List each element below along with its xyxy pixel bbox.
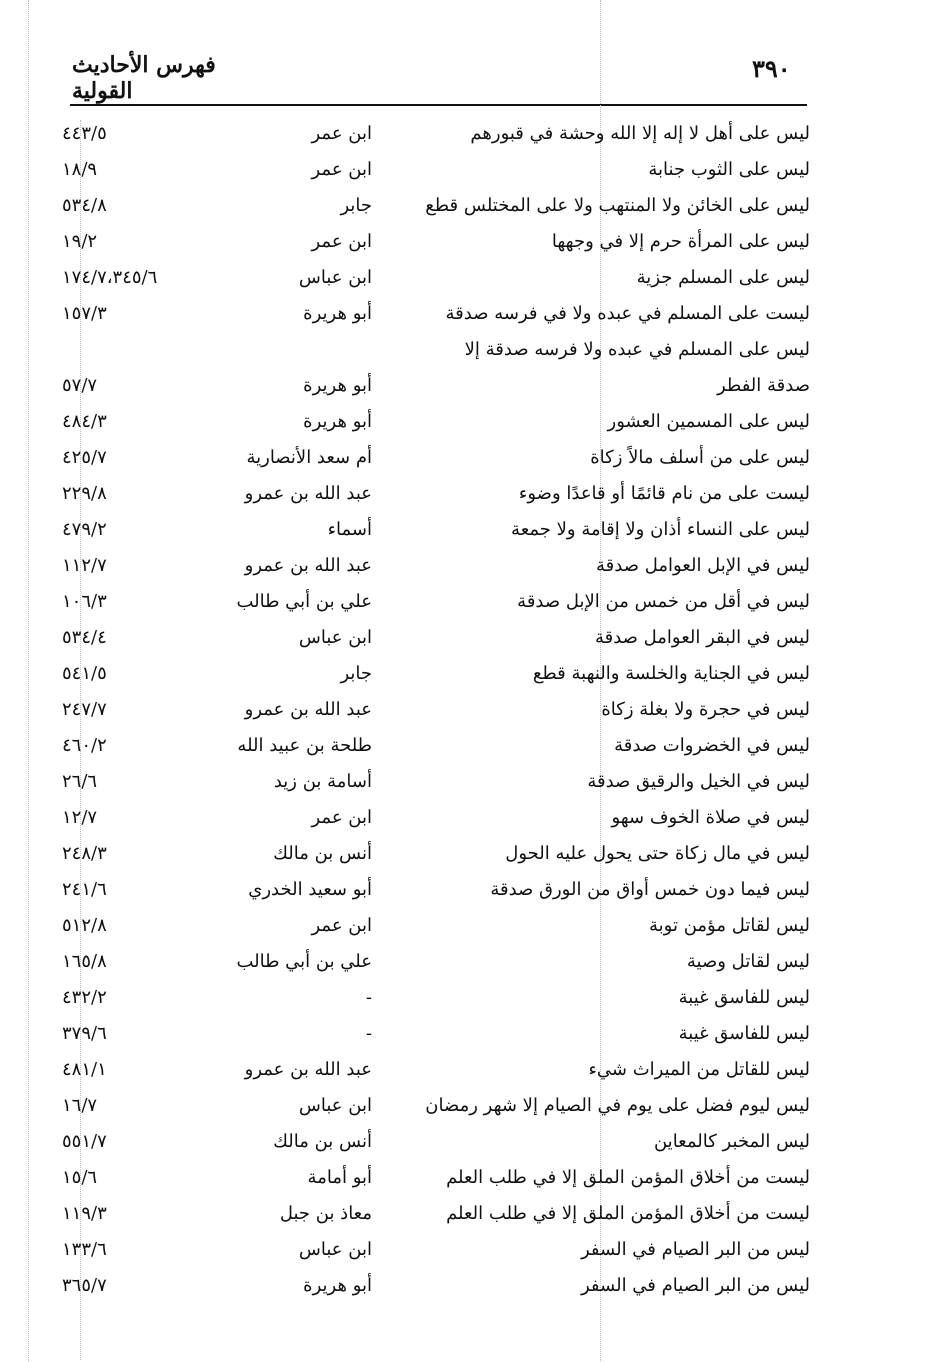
index-row	[0, 764, 935, 800]
hadith-text: صدقة الفطر	[717, 375, 810, 396]
hadith-text: ليس على المرأة حرم إلا في وجهها	[551, 231, 810, 252]
volume-page-ref: ٥١٢/٨	[62, 915, 107, 936]
volume-page-ref: ١٣٣/٦	[62, 1239, 107, 1260]
hadith-text: ليست من أخلاق المؤمن الملق إلا في طلب العلم	[446, 1167, 810, 1188]
hadith-text: ليس في أقل من خمس من الإبل صدقة	[517, 591, 810, 612]
narrator: عبد الله بن عمرو	[244, 1059, 372, 1080]
index-row	[0, 512, 935, 548]
narrator: ابن عمر	[311, 915, 372, 936]
narrator: أبو هريرة	[303, 1275, 372, 1296]
index-table	[0, 116, 935, 1304]
hadith-text: ليس في مال زكاة حتى يحول عليه الحول	[505, 843, 810, 864]
index-row	[0, 1124, 935, 1160]
index-row	[0, 404, 935, 440]
index-row	[0, 1052, 935, 1088]
index-row	[0, 872, 935, 908]
narrator: علي بن أبي طالب	[236, 951, 372, 972]
hadith-text: ليس في الجناية والخلسة والنهبة قطع	[532, 663, 810, 684]
hadith-text: ليس المخبر كالمعاين	[653, 1131, 810, 1152]
narrator: أبو هريرة	[303, 411, 372, 432]
narrator: ابن عباس	[298, 1095, 372, 1116]
volume-page-ref: ٢٤٨/٣	[62, 843, 107, 864]
volume-page-ref: ١١٩/٣	[62, 1203, 107, 1224]
narrator: ابن عمر	[311, 807, 372, 828]
index-row	[0, 116, 935, 152]
narrator: أبو هريرة	[303, 303, 372, 324]
index-row	[0, 656, 935, 692]
index-row	[0, 368, 935, 404]
index-row	[0, 296, 935, 332]
index-row	[0, 728, 935, 764]
volume-page-ref: ٥٣٤/٤	[62, 627, 107, 648]
volume-page-ref: ٤٣٢/٢	[62, 987, 107, 1008]
hadith-text: ليس من البر الصيام في السفر	[580, 1239, 810, 1260]
narrator: ابن عباس	[298, 267, 372, 288]
index-row	[0, 944, 935, 980]
volume-page-ref: ٣٦٥/٧	[62, 1275, 107, 1296]
index-row	[0, 1232, 935, 1268]
narrator: جابر	[340, 195, 372, 216]
hadith-text: ليس على المسمين العشور	[607, 411, 810, 432]
index-row	[0, 476, 935, 512]
volume-page-ref: ١٢/٧	[62, 807, 98, 828]
volume-page-ref: ١٩/٢	[62, 231, 98, 252]
hadith-text: ليس على أهل لا إله إلا الله وحشة في قبورهم	[470, 123, 810, 144]
volume-page-ref: ٥٣٤/٨	[62, 195, 107, 216]
index-row	[0, 980, 935, 1016]
narrator: جابر	[340, 663, 372, 684]
volume-page-ref: ٥٤١/٥	[62, 663, 107, 684]
hadith-text: ليس في الخضروات صدقة	[614, 735, 810, 756]
narrator: أنس بن مالك	[273, 1131, 372, 1152]
narrator: معاذ بن جبل	[279, 1203, 372, 1224]
index-row	[0, 620, 935, 656]
hadith-text: ليس في الإبل العوامل صدقة	[596, 555, 810, 576]
index-row	[0, 1268, 935, 1304]
index-row	[0, 152, 935, 188]
hadith-text: ليس في حجرة ولا بغلة زكاة	[601, 699, 810, 720]
volume-page-ref: ٤٧٩/٢	[62, 519, 107, 540]
index-row	[0, 584, 935, 620]
narrator: عبد الله بن عمرو	[244, 555, 372, 576]
index-row	[0, 836, 935, 872]
narrator: عبد الله بن عمرو	[244, 699, 372, 720]
hadith-text: ليس لقاتل وصية	[686, 951, 810, 972]
index-row	[0, 800, 935, 836]
index-row	[0, 1160, 935, 1196]
narrator: أنس بن مالك	[273, 843, 372, 864]
running-title: فهرس الأحاديث القولية	[72, 52, 216, 104]
narrator: ابن عباس	[298, 627, 372, 648]
narrator: أبو أمامة	[307, 1167, 372, 1188]
narrator: -	[365, 987, 372, 1008]
volume-page-ref	[62, 332, 204, 368]
volume-page-ref: ٤٤٣/٥	[62, 123, 107, 144]
narrator: ابن عمر	[311, 123, 372, 144]
hadith-text: ليس من البر الصيام في السفر	[580, 1275, 810, 1296]
narrator: -	[365, 1023, 372, 1044]
hadith-text: ليس في صلاة الخوف سهو	[611, 807, 810, 828]
hadith-text: ليس للفاسق غيبة	[678, 987, 810, 1008]
volume-page-ref: ١٥/٦	[62, 1167, 98, 1188]
header-rule	[70, 104, 807, 106]
narrator: ابن عمر	[311, 231, 372, 252]
narrator: ابن عمر	[311, 159, 372, 180]
page-number: ٣٩٠	[752, 54, 791, 83]
volume-page-ref: ١٦٥/٨	[62, 951, 107, 972]
hadith-text: ليس على الخائن ولا المنتهب ولا على المختلس قطع	[425, 195, 810, 216]
narrator: عبد الله بن عمرو	[244, 483, 372, 504]
volume-page-ref: ١٨/٩	[62, 159, 98, 180]
volume-page-ref: ٤٨٤/٣	[62, 411, 107, 432]
volume-page-ref: ٥٧/٧	[62, 375, 98, 396]
index-row	[0, 1196, 935, 1232]
index-row	[0, 260, 935, 296]
volume-page-ref: ١٧٤/٧،٣٤٥/٦	[62, 267, 158, 288]
hadith-text: ليس فيما دون خمس أواق من الورق صدقة	[490, 879, 810, 900]
volume-page-ref: ١٠٦/٣	[62, 591, 107, 612]
hadith-text: ليس على النساء أذان ولا إقامة ولا جمعة	[511, 519, 810, 540]
hadith-text: ليست على من نام قائمًا أو قاعدًا وضوء	[518, 483, 810, 504]
hadith-text: ليس على الثوب جنابة	[648, 159, 810, 180]
index-row	[0, 332, 935, 368]
volume-page-ref: ٤٨١/١	[62, 1059, 107, 1080]
hadith-text: ليس على المسلم جزية	[636, 267, 810, 288]
hadith-text: ليس لقاتل مؤمن توبة	[649, 915, 810, 936]
hadith-text: ليس للفاسق غيبة	[678, 1023, 810, 1044]
volume-page-ref: ١٦/٧	[62, 1095, 98, 1116]
hadith-text: ليس للقاتل من الميراث شيء	[588, 1059, 810, 1080]
volume-page-ref: ٤٢٥/٧	[62, 447, 107, 468]
index-row	[0, 1016, 935, 1052]
volume-page-ref: ١١٢/٧	[62, 555, 107, 576]
volume-page-ref: ٥٥١/٧	[62, 1131, 107, 1152]
index-row	[0, 188, 935, 224]
index-row	[0, 908, 935, 944]
index-row	[0, 1088, 935, 1124]
volume-page-ref: ٢٤١/٦	[62, 879, 107, 900]
volume-page-ref: ٣٧٩/٦	[62, 1023, 107, 1044]
narrator	[210, 332, 372, 368]
volume-page-ref: ١٥٧/٣	[62, 303, 107, 324]
index-row	[0, 692, 935, 728]
narrator: أم سعد الأنصارية	[246, 447, 372, 468]
hadith-text: ليس في الخيل والرقيق صدقة	[587, 771, 810, 792]
hadith-text: ليس في البقر العوامل صدقة	[594, 627, 810, 648]
hadith-text: ليس على من أسلف مالاً زكاة	[590, 447, 810, 468]
hadith-text: ليست على المسلم في عبده ولا في فرسه صدقة	[445, 303, 810, 324]
hadith-text: ليس على المسلم في عبده ولا فرسه صدقة إلا	[464, 339, 810, 360]
hadith-text: ليس ليوم فضل على يوم في الصيام إلا شهر رمضان	[425, 1095, 810, 1116]
narrator: علي بن أبي طالب	[236, 591, 372, 612]
index-row	[0, 440, 935, 476]
hadith-text: ليست من أخلاق المؤمن الملق إلا في طلب العلم	[446, 1203, 810, 1224]
narrator: أبو هريرة	[303, 375, 372, 396]
narrator: أسماء	[327, 519, 372, 540]
narrator: ابن عباس	[298, 1239, 372, 1260]
volume-page-ref: ٢٦/٦	[62, 771, 98, 792]
narrator: طلحة بن عبيد الله	[237, 735, 372, 756]
volume-page-ref: ٢٢٩/٨	[62, 483, 107, 504]
narrator: أسامة بن زيد	[273, 771, 372, 792]
narrator: أبو سعيد الخدري	[248, 879, 372, 900]
volume-page-ref: ٢٤٧/٧	[62, 699, 107, 720]
volume-page-ref: ٤٦٠/٢	[62, 735, 107, 756]
index-row	[0, 224, 935, 260]
index-row	[0, 548, 935, 584]
